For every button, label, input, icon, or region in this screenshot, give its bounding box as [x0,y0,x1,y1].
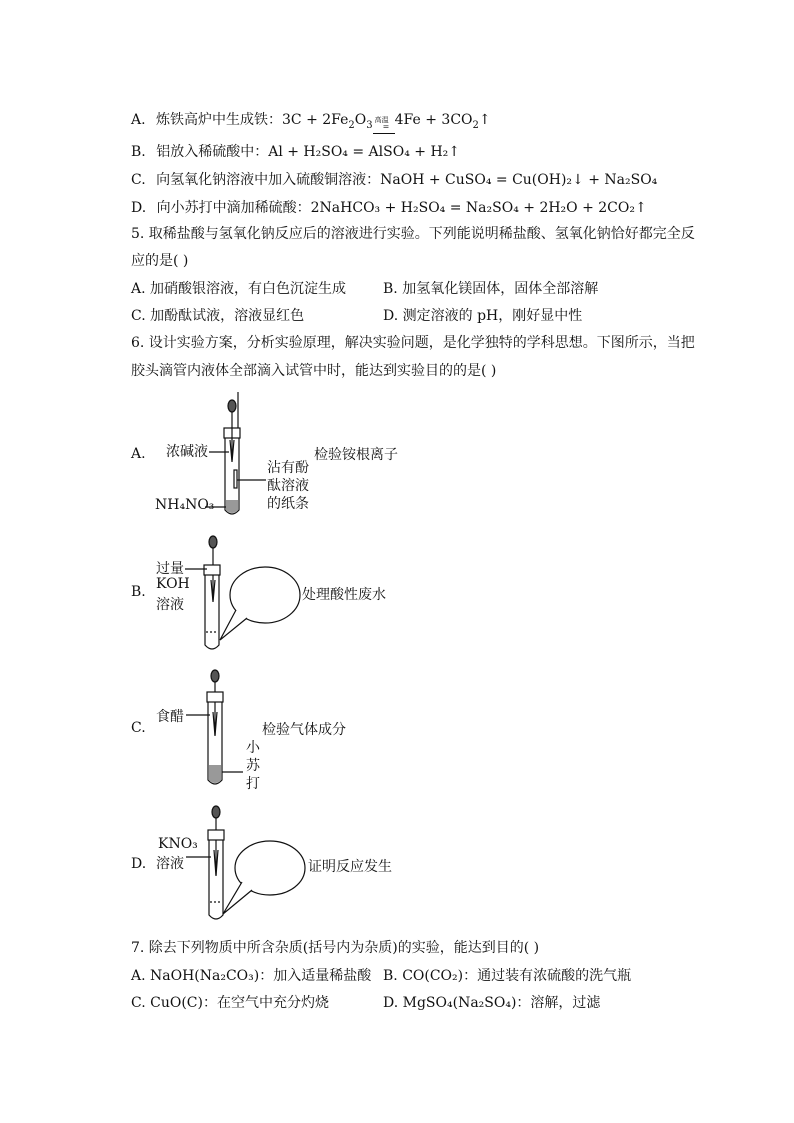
q6-c-solid-label-3: 打 [246,776,260,792]
q6-a-solid-label: NH₄NO₃ [155,497,215,513]
q4-option-d: D. 向小苏打中滴加稀硫酸：2NaHCO₃ + H₂SO₄ = Na₂SO₄ + 2H₂O + 2CO₂↑ [131,200,647,216]
q6-a-paper-label-3: 的纸条 [267,496,309,512]
q6-b-purpose: 处理酸性废水 [302,587,386,603]
q6-c-letter: C. [131,720,146,736]
q5-option-d: D. 测定溶液的 pH，刚好显中性 [383,308,583,324]
q7-option-c: C. CuO(C)：在空气中充分灼烧 [131,995,329,1011]
q7-stem: 7. 除去下列物质中所含杂质(括号内为杂质)的实验，能达到目的( ) [131,940,540,956]
q6-a-purpose: 检验铵根离子 [314,447,398,463]
q6-stem-line1: 6. 设计实验方案，分析实验原理，解决实验问题，是化学独特的学科思想。下图所示，当把 [131,335,695,351]
q6-a-paper-label-2: 酞溶液 [267,478,309,494]
q7-option-d: D. MgSO₄(Na₂SO₄)：溶解，过滤 [383,995,601,1011]
q7-option-a: A. NaOH(Na₂CO₃)：加入适量稀盐酸 [131,968,372,984]
q4-option-a-equation: 炼铁高炉中生成铁：$3C + 2Fe_2O_3$ 高温 = $4Fe + 3CO_2↑$ [156,112,491,128]
q5-option-a: A. 加硝酸银溶液，有白色沉淀生成 [131,281,347,297]
q6-c-solid-label-1: 小 [246,740,260,756]
q5-stem-line2: 应的是( ) [131,253,189,269]
q6-c-solid-label-2: 苏 [246,758,260,774]
reaction-condition-label: 高温 [374,116,389,124]
q6-c-purpose: 检验气体成分 [262,722,346,738]
q6-b-dropper-label-3: 溶液 [156,597,184,613]
q6-a-dropper-label: 浓碱液 [166,444,208,460]
q6-b-dropper-label-1: 过量 [156,561,184,577]
q6-a-letter: A. [131,446,146,462]
q6-d-dropper-label-1: KNO₃ [158,836,198,852]
q5-option-c: C. 加酚酞试液，溶液显红色 [131,308,305,324]
q6-b-dropper-label-2: KOH [156,576,190,592]
q6-d-purpose: 证明反应发生 [308,859,392,875]
q6-stem-line2: 胶头滴管内液体全部滴入试管中时，能达到实验目的的是( ) [131,363,497,379]
q6-d-letter: D. [131,856,147,872]
q6-a-paper-label-1: 沾有酚 [267,460,309,476]
q5-option-b: B. 加氢氧化镁固体，固体全部溶解 [383,281,599,297]
q4-option-a-letter: A. [131,112,146,128]
q4-option-c: C. 向氢氧化钠溶液中加入硫酸铜溶液：NaOH + CuSO₄ = Cu(OH)₂↓ + Na₂SO₄ [131,172,658,188]
q5-stem-line1: 5. 取稀盐酸与氢氧化钠反应后的溶液进行实验。下列能说明稀盐酸、氢氧化钠恰好都完全反 [131,226,695,242]
q6-c-dropper-label: 食醋 [156,709,184,725]
q4-option-b: B. 铝放入稀硫酸中：Al + H₂SO₄ = AlSO₄ + H₂↑ [131,144,461,160]
q6-b-letter: B. [131,584,146,600]
q7-option-b: B. CO(CO₂)：通过装有浓硫酸的洗气瓶 [383,968,632,984]
q6-d-dropper-label-2: 溶液 [156,856,184,872]
